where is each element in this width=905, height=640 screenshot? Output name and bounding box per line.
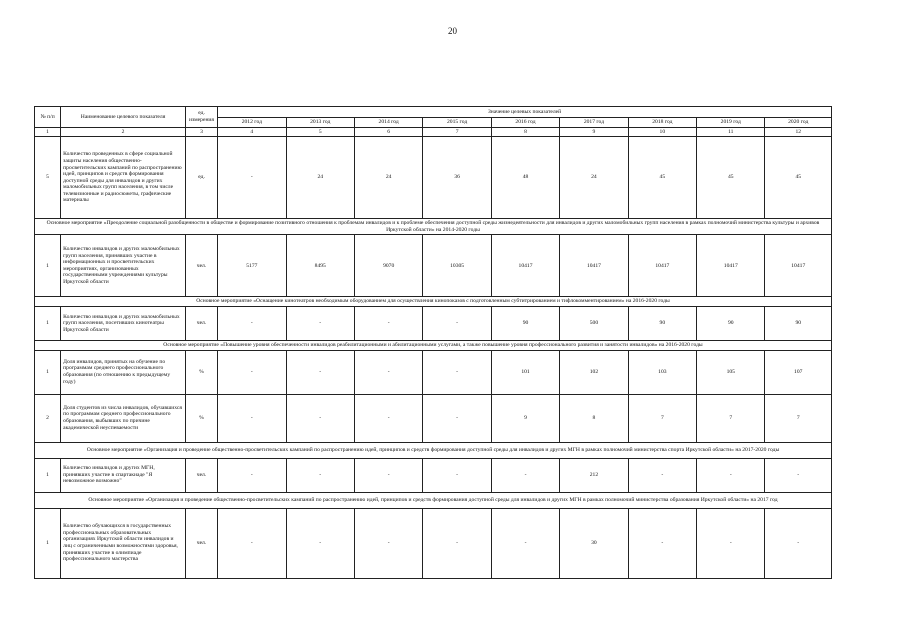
value-cell: - <box>218 306 286 340</box>
value-cell: 10417 <box>491 235 559 297</box>
indicator-name: Количество инвалидов и других МГН, принявших участие в спартакиаде "Я невозможное возможно" <box>61 458 186 492</box>
year-2012: 2012 год <box>218 118 286 128</box>
header-values-group: Значение целевых показателей <box>218 107 832 118</box>
value-cell: - <box>354 306 422 340</box>
value-cell: - <box>765 458 832 492</box>
col-number: 7 <box>423 127 491 137</box>
table-row <box>35 235 832 297</box>
year-2014: 2014 год <box>354 118 422 128</box>
value-cell: - <box>286 458 354 492</box>
indicator-name: Доля студентов из числа инвалидов, обучавшихся по программам среднего профессионального образования, выбывших по причине академической неуспеваемости <box>61 394 186 442</box>
value-cell: 103 <box>628 350 696 394</box>
indicator-name: Доля инвалидов, принятых на обучение по программам среднего профессионального образования (по отношению к предыдущему году) <box>61 350 186 394</box>
col-number: 2 <box>61 127 186 137</box>
value-cell: - <box>286 508 354 578</box>
col-number: 5 <box>286 127 354 137</box>
indicator-unit: чел. <box>185 458 217 492</box>
value-cell: - <box>286 306 354 340</box>
indicator-name: Количество обучающихся в государственных профессиональных образовательных организациях Иркутской области инвалидов и лиц с ограниченными возможностями здоровья, принявших участие в олимпиаде профессионального мастерства <box>61 508 186 578</box>
value-cell: 105 <box>697 350 765 394</box>
col-number: 6 <box>354 127 422 137</box>
value-cell: 102 <box>560 350 628 394</box>
value-cell: - <box>628 458 696 492</box>
indicator-unit: чел. <box>185 235 217 297</box>
value-cell: 9 <box>491 394 559 442</box>
value-cell: 7 <box>697 394 765 442</box>
value-cell: 90 <box>697 306 765 340</box>
year-2017: 2017 год <box>560 118 628 128</box>
table-row <box>35 137 832 219</box>
indicator-name: Количество инвалидов и других маломобильных групп населения, посетивших кинотеатры Иркутской области <box>61 306 186 340</box>
value-cell: - <box>423 306 491 340</box>
value-cell: - <box>423 394 491 442</box>
value-cell: 48 <box>491 137 559 219</box>
row-num: 1 <box>35 235 61 297</box>
value-cell: - <box>423 458 491 492</box>
value-cell: - <box>491 508 559 578</box>
indicator-unit: ед. <box>185 137 217 219</box>
value-cell: - <box>423 350 491 394</box>
value-cell: - <box>218 508 286 578</box>
value-cell: 90 <box>491 306 559 340</box>
column-number-row <box>35 127 832 137</box>
value-cell: - <box>218 350 286 394</box>
year-2018: 2018 год <box>628 118 696 128</box>
value-cell: 45 <box>628 137 696 219</box>
value-cell: - <box>697 508 765 578</box>
value-cell: - <box>491 458 559 492</box>
value-cell: 7 <box>765 394 832 442</box>
value-cell: 7 <box>628 394 696 442</box>
target-indicators-table <box>34 106 832 579</box>
indicator-name: Количество проведенных в сфере социальной защиты населения общественно-просветительских кампаний по распространению идей, принципов и средств формирования доступной среды для инвалидов и других маломобильных групп населения, в том числе телевизионные и радиосюжеты, графические материалы <box>61 137 186 219</box>
value-cell: - <box>628 508 696 578</box>
col-number: 1 <box>35 127 61 137</box>
value-cell: 45 <box>765 137 832 219</box>
value-cell: 30 <box>560 508 628 578</box>
indicator-unit: % <box>185 394 217 442</box>
value-cell: 9070 <box>354 235 422 297</box>
value-cell: 10417 <box>697 235 765 297</box>
table-row <box>35 306 832 340</box>
indicator-name: Количество инвалидов и других маломобильных групп населения, принявших участие в информационных и просветительских мероприятиях, организованных государственными учреждениями культуры Иркутской области <box>61 235 186 297</box>
value-cell: - <box>354 350 422 394</box>
table-row <box>35 350 832 394</box>
value-cell: 10417 <box>628 235 696 297</box>
col-number: 9 <box>560 127 628 137</box>
value-cell: - <box>697 458 765 492</box>
table-row <box>35 508 832 578</box>
value-cell: - <box>218 394 286 442</box>
row-num: 1 <box>35 508 61 578</box>
row-num: 2 <box>35 394 61 442</box>
value-cell: 36 <box>423 137 491 219</box>
row-num: 1 <box>35 306 61 340</box>
year-2015: 2015 год <box>423 118 491 128</box>
value-cell: 90 <box>628 306 696 340</box>
value-cell: 10417 <box>560 235 628 297</box>
col-number: 11 <box>697 127 765 137</box>
value-cell: 500 <box>560 306 628 340</box>
value-cell: 8 <box>560 394 628 442</box>
row-num: 1 <box>35 458 61 492</box>
header-unit: ед. измерения <box>185 107 217 128</box>
value-cell: 8495 <box>286 235 354 297</box>
value-cell: 90 <box>765 306 832 340</box>
col-number: 12 <box>765 127 832 137</box>
section-heading: Основное мероприятие «Организация и проведение общественно-просветительских кампаний по распространению идей, принципов и средств формирования доступной среды для инвалидов и других МГН в рамках полномочий министерства образования Иркутской области» на 2017 год <box>35 492 832 508</box>
value-cell: 10417 <box>765 235 832 297</box>
value-cell: 24 <box>560 137 628 219</box>
value-cell: 24 <box>354 137 422 219</box>
indicator-unit: чел. <box>185 508 217 578</box>
year-2016: 2016 год <box>491 118 559 128</box>
section-heading: Основное мероприятие «Организация и проведение общественно-просветительских кампаний по распространению идей, принципов и средств формирования доступной среды для инвалидов и других МГН в рамках полномочий министерства спорта Иркутской области» на 2017-2020 годы <box>35 442 832 458</box>
section-heading: Основное мероприятие «Повышение уровня обеспеченности инвалидов реабилитационными и абилитационными услугами, а также повышение уровня профессионального развития и занятости инвалидов» на 2016-2020 годы <box>35 340 832 350</box>
header-num: № п/п <box>35 107 61 128</box>
table-row <box>35 458 832 492</box>
value-cell: - <box>286 394 354 442</box>
page-number: 20 <box>448 26 457 36</box>
col-number: 3 <box>185 127 217 137</box>
table-row <box>35 394 832 442</box>
year-2019: 2019 год <box>697 118 765 128</box>
year-2020: 2020 год <box>765 118 832 128</box>
value-cell: - <box>423 508 491 578</box>
col-number: 8 <box>491 127 559 137</box>
value-cell: - <box>354 508 422 578</box>
value-cell: 107 <box>765 350 832 394</box>
indicator-unit: % <box>185 350 217 394</box>
col-number: 10 <box>628 127 696 137</box>
row-num: 5 <box>35 137 61 219</box>
value-cell: 212 <box>560 458 628 492</box>
value-cell: 45 <box>697 137 765 219</box>
value-cell: - <box>354 394 422 442</box>
value-cell: - <box>218 458 286 492</box>
col-number: 4 <box>218 127 286 137</box>
row-num: 1 <box>35 350 61 394</box>
section-heading: Основное мероприятие «Преодоление социальной разобщенности в обществе и формирование позитивного отношения к проблемам инвалидов и к проблеме обеспечения доступной среды жизнедеятельности для инвалидов и других маломобильных групп населения в рамках полномочий министерства культуры и архивов Иркутской области» на 2014-2020 годы <box>35 219 832 235</box>
indicator-unit: чел. <box>185 306 217 340</box>
section-heading: Основное мероприятие «Оснащение кинотеатров необходимым оборудованием для осуществления кинопоказов с подготовленным субтитрированием и тифлокомментированием» на 2016-2020 годы <box>35 297 832 307</box>
value-cell: 101 <box>491 350 559 394</box>
value-cell: - <box>286 350 354 394</box>
value-cell: 24 <box>286 137 354 219</box>
value-cell: - <box>218 137 286 219</box>
value-cell: 10305 <box>423 235 491 297</box>
header-name: Наименование целевого показателя <box>61 107 186 128</box>
year-2013: 2013 год <box>286 118 354 128</box>
value-cell: - <box>354 458 422 492</box>
value-cell: - <box>765 508 832 578</box>
value-cell: 5177 <box>218 235 286 297</box>
